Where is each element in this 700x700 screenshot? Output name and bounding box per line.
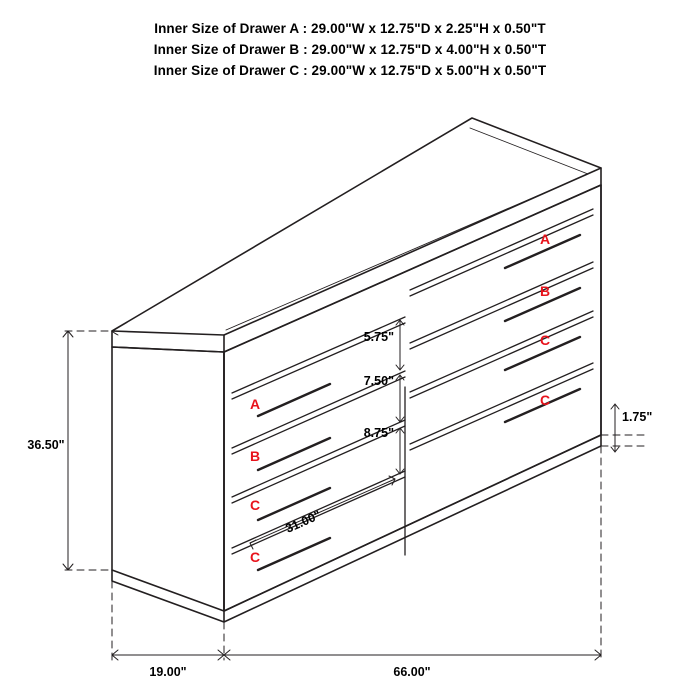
drawer-label-right-a: A	[540, 231, 551, 247]
dimension-label-drawer-front-a: 5.75"	[363, 330, 394, 344]
spec-line-drawer-b: Inner Size of Drawer B : 29.00"W x 12.75"D x 4.00"H x 0.50"T	[153, 42, 547, 57]
drawer-label-right-b: B	[540, 283, 551, 299]
dimension-label-drawer-front-c: 8.75"	[363, 426, 394, 440]
dimension-label-height: 36.50"	[27, 438, 65, 452]
drawer-label-right-c2: C	[540, 392, 551, 408]
drawer-label-left-b: B	[250, 448, 261, 464]
spec-line-drawer-a: Inner Size of Drawer A : 29.00"W x 12.75"D x 2.25"H x 0.50"T	[154, 21, 546, 36]
case-body	[112, 185, 601, 622]
spec-line-drawer-c: Inner Size of Drawer C : 29.00"W x 12.75"D x 5.00"H x 0.50"T	[153, 63, 547, 78]
drawer-label-left-c1: C	[250, 497, 261, 513]
drawer-label-right-c1: C	[540, 332, 551, 348]
drawer-label-left-c2: C	[250, 549, 261, 565]
dimension-lines	[60, 320, 648, 660]
drawer-label-left-a: A	[250, 396, 261, 412]
dimension-label-depth: 19.00"	[149, 665, 187, 679]
dimension-label-width: 66.00"	[393, 665, 431, 679]
drawer-column-right	[410, 209, 593, 450]
dimension-label-base-height: 1.75"	[622, 410, 653, 424]
drawer-column-left	[232, 317, 405, 570]
dimension-label-drawer-front-b: 7.50"	[363, 374, 394, 388]
dimension-label-drawer-inner-width: 31.00"	[283, 507, 324, 536]
top-panel	[112, 118, 601, 352]
